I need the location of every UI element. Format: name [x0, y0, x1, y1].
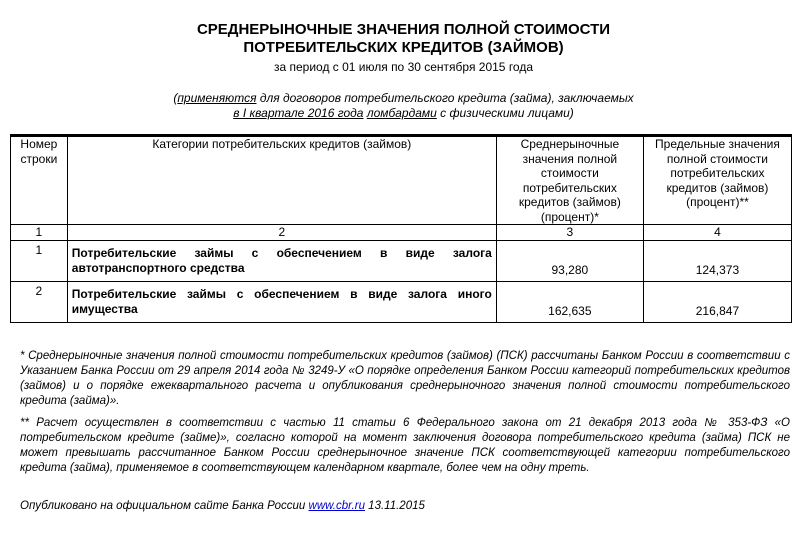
footnote-average-values: * Среднерыночные значения полной стоимости потребительских кредитов (займов) (ПСК) рассчитаны Банком России в соответствии с Указанием Банка России от 29 апреля 2014 года № 3249-У «О порядке определения Банком России категорий потребительских кредитов (займов) и о порядке ежеквартального расчета и опубликования среднерыночного значения полной стоимости потребительского кредита (займа)».	[20, 350, 790, 407]
note-line2-text: с физическими лицами)	[436, 106, 574, 120]
row-limit-value: 124,373	[643, 240, 791, 281]
header-category: Категории потребительских кредитов (займов)	[67, 136, 496, 225]
period-subtitle: за период с 01 июля по 30 сентября 2015 года	[273, 60, 534, 74]
page-title-line-2: ПОТРЕБИТЕЛЬСКИХ КРЕДИТОВ (ЗАЙМОВ)	[243, 39, 564, 56]
footnote-limit-values: ** Расчет осуществлен в соответствии с частью 11 статьи 6 Федерального закона от 21 декабря 2013 года № 353-ФЗ «О потребительском кредите (займе)», согласно которой на момент заключения договора потребительского кредита (займа) ПСК не может превышать рассчитанное Банком России среднерыночное значение ПСК соответствующей категории потребительского кредита (займа), применяемое в соответствующем календарном квартале, более чем на одну треть.	[20, 417, 790, 474]
column-number: 4	[643, 225, 791, 241]
page-title-line-1: СРЕДНЕРЫНОЧНЫЕ ЗНАЧЕНИЯ ПОЛНОЙ СТОИМОСТИ	[196, 21, 611, 38]
table-row	[11, 240, 792, 281]
column-number-row	[11, 225, 792, 241]
row-number: 1	[11, 240, 68, 281]
row-category: Потребительские займы с обеспечением в виде залога автотранспортного средства	[67, 240, 496, 281]
publication-prefix: Опубликовано на официальном сайте Банка России	[20, 500, 309, 512]
header-average-value: Среднерыночные значения полной стоимости потребительских кредитов (займов) (процент)*	[496, 136, 643, 225]
row-number: 2	[11, 281, 68, 322]
note-line1-text: для договоров потребительского кредита (займа), заключаемых	[256, 91, 634, 105]
row-average-value: 162,635	[496, 281, 643, 322]
applicability-note-line-1	[0, 91, 807, 106]
header-limit-value: Предельные значения полной стоимости потребительских кредитов (займов) (процент)**	[643, 136, 791, 225]
column-number: 1	[11, 225, 68, 241]
row-limit-value: 216,847	[643, 281, 791, 322]
header-row-number: Номер строки	[11, 136, 68, 225]
note-apply-word: применяются	[177, 91, 257, 105]
row-average-value: 93,280	[496, 240, 643, 281]
table-header-row	[11, 136, 792, 225]
note-open-paren: (	[173, 91, 178, 105]
row-category: Потребительские займы с обеспечением в виде залога иного имущества	[67, 281, 496, 322]
table-row	[11, 281, 792, 322]
rates-table	[10, 134, 792, 323]
column-number: 3	[496, 225, 643, 241]
cbr-website-link[interactable]: www.cbr.ru	[308, 500, 365, 512]
note-quarter: в I квартале 2016 года	[233, 106, 364, 120]
column-number: 2	[67, 225, 496, 241]
note-pawnshops: ломбардами	[366, 106, 437, 120]
applicability-note-line-2	[0, 106, 807, 121]
publication-note	[20, 499, 790, 514]
publication-date: 13.11.2015	[364, 500, 425, 512]
